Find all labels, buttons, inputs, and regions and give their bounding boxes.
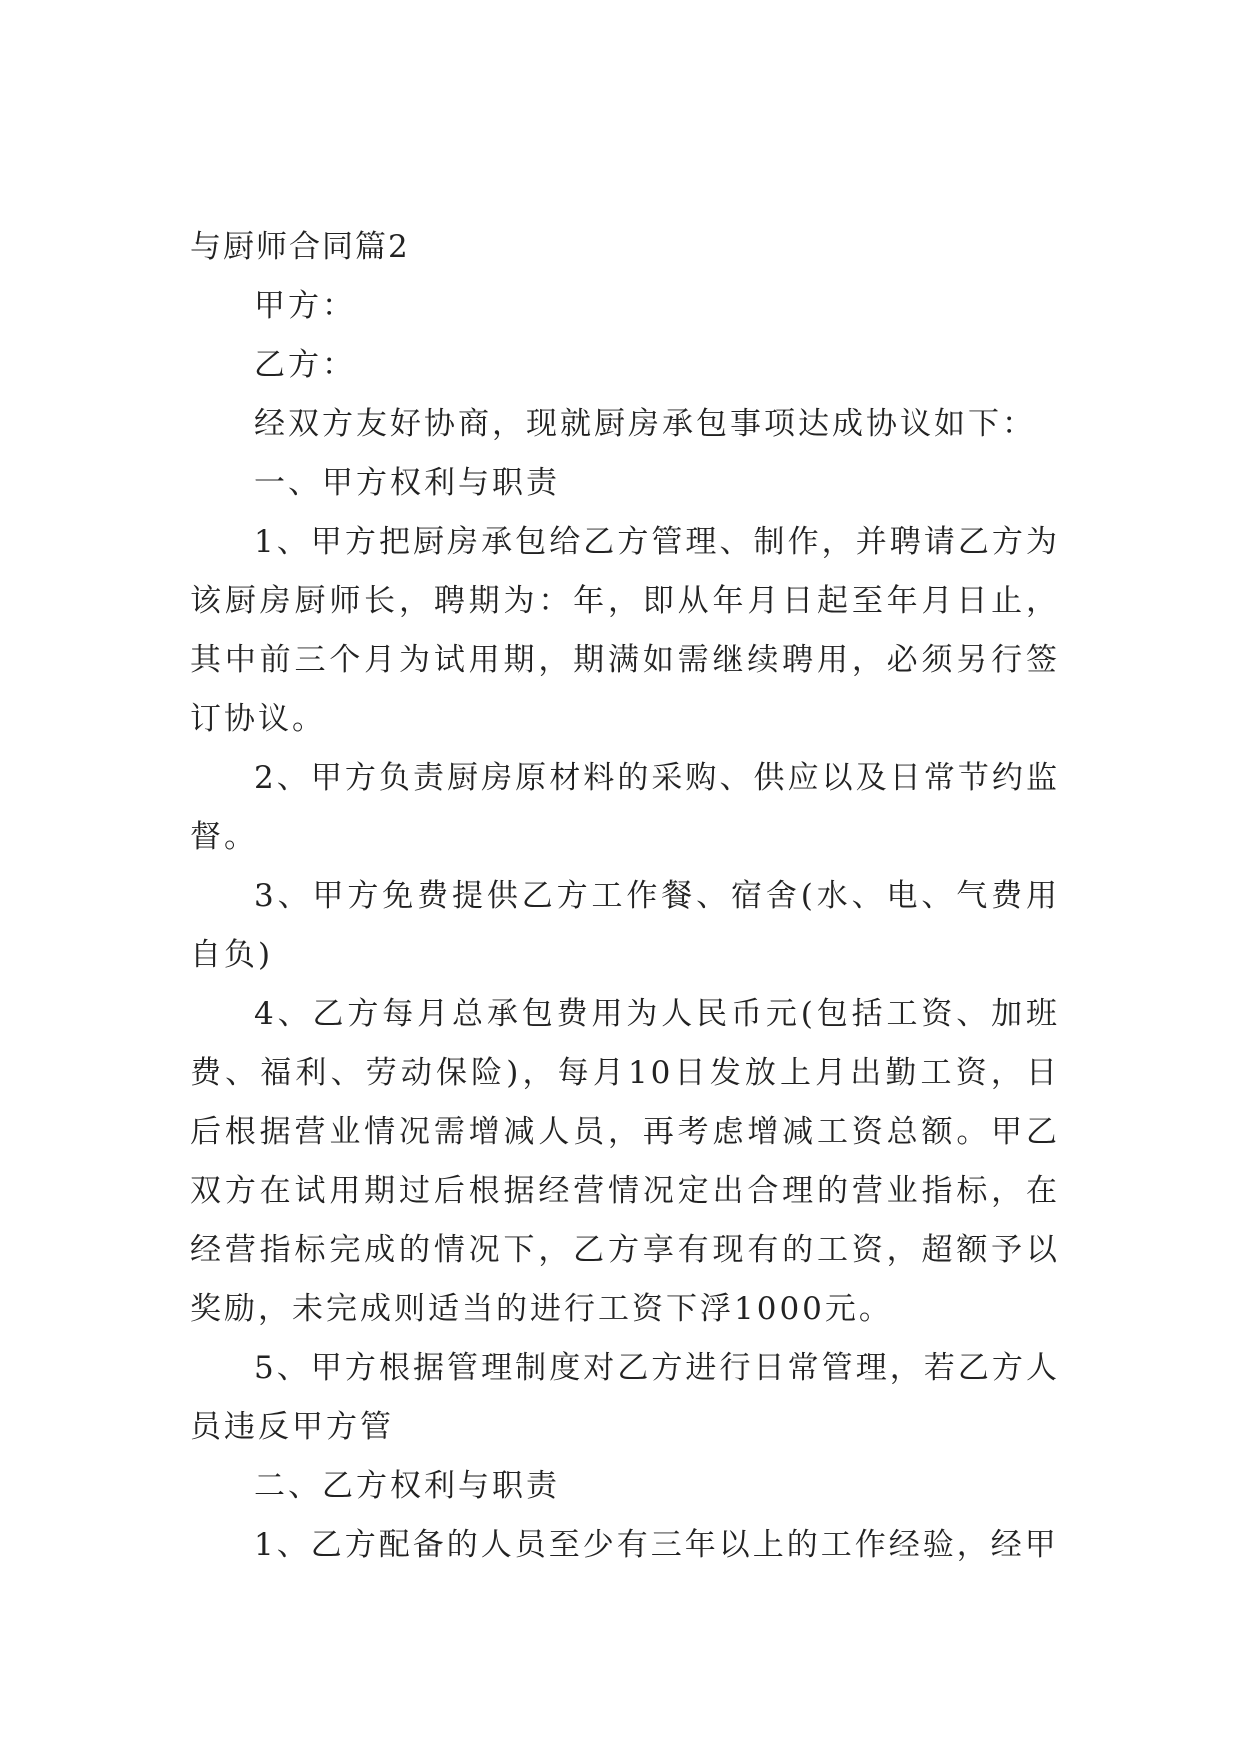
- intro-paragraph: 经双方友好协商，现就厨房承包事项达成协议如下：: [254, 406, 1036, 442]
- document-title: 与厨师合同篇2: [190, 229, 410, 265]
- party-b-line: 乙方：: [254, 347, 356, 383]
- clause-a-1: 1、甲方把厨房承包给乙方管理、制作，并聘请乙方为该厨房厨师长，聘期为：年，即从年月日起至年月日止，其中前三个月为试用期，期满如需继续聘用，必须另行签订协议。: [190, 524, 1060, 737]
- document-page: [190, 218, 1060, 1575]
- clause-b-1: 1、乙方配备的人员至少有三年以上的工作经验，经甲: [254, 1527, 1059, 1563]
- party-a-line: 甲方：: [254, 288, 356, 324]
- section-heading-party-a: 一、甲方权利与职责: [254, 465, 560, 501]
- clause-a-2: 2、甲方负责厨房原材料的采购、供应以及日常节约监督。: [190, 760, 1060, 855]
- section-heading-party-b: 二、乙方权利与职责: [254, 1468, 560, 1504]
- clause-a-4: 4、乙方每月总承包费用为人民币元(包括工资、加班费、福利、劳动保险)，每月10日发放上月出勤工资，日后根据营业情况需增减人员，再考虑增减工资总额。甲乙双方在试用期过后根据经营情况定出合理的营业指标，在经营指标完成的情况下，乙方享有现有的工资，超额予以奖励，未完成则适当的进行工资下浮1000元。: [190, 996, 1060, 1327]
- clause-a-3: 3、甲方免费提供乙方工作餐、宿舍(水、电、气费用自负): [190, 878, 1060, 973]
- clause-a-5: 5、甲方根据管理制度对乙方进行日常管理，若乙方人员违反甲方管: [190, 1350, 1060, 1445]
